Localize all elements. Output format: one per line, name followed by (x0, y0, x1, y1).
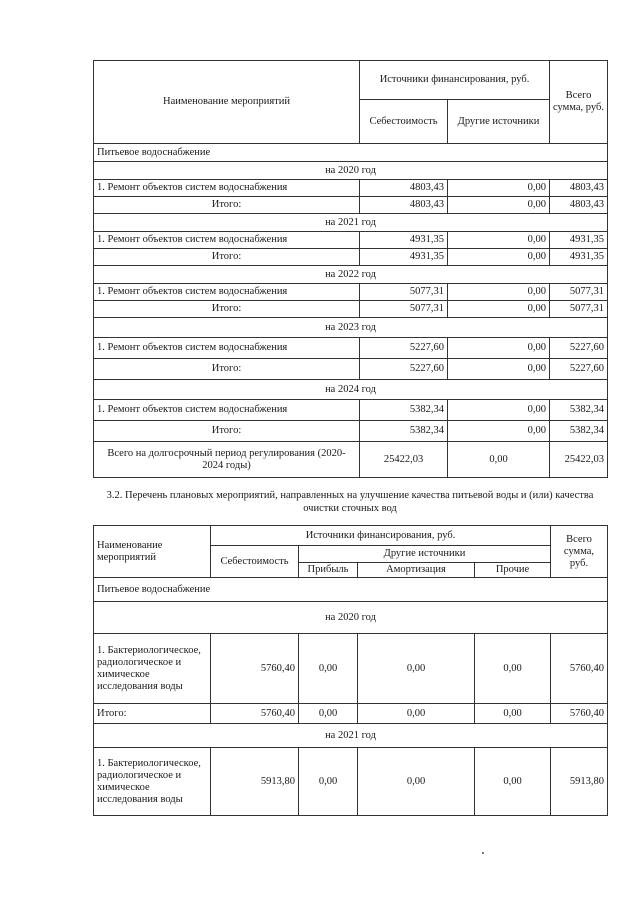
item-total: 5760,40 (551, 634, 608, 704)
grand-total-sum: 25422,03 (550, 442, 608, 478)
header-misc: Прочие (475, 563, 551, 578)
header-cost: Себестоимость (360, 100, 448, 144)
financing-table-water-quality (93, 525, 608, 816)
section-title: Питьевое водоснабжение (94, 144, 608, 162)
item-total: 5227,60 (550, 338, 608, 359)
subtotal-cost: 5760,40 (211, 704, 299, 724)
year-row-2021: на 2021 год (94, 724, 608, 748)
subtotal-other: 0,00 (448, 421, 550, 442)
subtotal-total: 5227,60 (550, 359, 608, 380)
subtotal-label: Итого: (94, 249, 360, 266)
section-caption: 3.2. Перечень плановых мероприятий, направленных на улучшение качества питьевой воды и (или) качества очистки сточных вод (106, 490, 594, 514)
item-profit: 0,00 (299, 634, 358, 704)
header-amortization: Амортизация (358, 563, 475, 578)
item-profit: 0,00 (299, 748, 358, 816)
item-name: 1. Ремонт объектов систем водоснабжения (94, 400, 360, 421)
header-name: Наименование мероприятий (94, 61, 360, 144)
subtotal-other: 0,00 (448, 359, 550, 380)
year-row-2020: на 2020 год (94, 602, 608, 634)
item-name: 1. Ремонт объектов систем водоснабжения (94, 180, 360, 197)
subtotal-cost: 5077,31 (360, 301, 448, 318)
item-other: 0,00 (448, 180, 550, 197)
subtotal-amortization: 0,00 (358, 704, 475, 724)
item-misc: 0,00 (475, 634, 551, 704)
subtotal-other: 0,00 (448, 249, 550, 266)
grand-total-cost: 25422,03 (360, 442, 448, 478)
item-name: 1. Бактериологическое, радиологическое и химическое исследования воды (94, 748, 211, 816)
scan-speck (482, 852, 484, 854)
subtotal-cost: 4803,43 (360, 197, 448, 214)
item-total: 5913,80 (551, 748, 608, 816)
subtotal-total: 4931,35 (550, 249, 608, 266)
item-cost: 5913,80 (211, 748, 299, 816)
header-other: Другие источники (448, 100, 550, 144)
subtotal-total: 5077,31 (550, 301, 608, 318)
item-name: 1. Бактериологическое, радиологическое и химическое исследования воды (94, 634, 211, 704)
year-row-2022: на 2022 год (94, 266, 608, 284)
item-cost: 5227,60 (360, 338, 448, 359)
subtotal-label: Итого: (94, 197, 360, 214)
subtotal-cost: 4931,35 (360, 249, 448, 266)
subtotal-cost: 5382,34 (360, 421, 448, 442)
item-other: 0,00 (448, 232, 550, 249)
item-misc: 0,00 (475, 748, 551, 816)
header-cost: Себестоимость (211, 546, 299, 578)
subtotal-cost: 5227,60 (360, 359, 448, 380)
header-other: Другие источники (299, 546, 551, 563)
grand-total-label: Всего на долгосрочный период регулирования (2020-2024 годы) (94, 442, 360, 478)
subtotal-label: Итого: (94, 301, 360, 318)
item-amortization: 0,00 (358, 748, 475, 816)
item-cost: 5760,40 (211, 634, 299, 704)
item-name: 1. Ремонт объектов систем водоснабжения (94, 232, 360, 249)
year-row-2020: на 2020 год (94, 162, 608, 180)
header-total: Всего сумма, руб. (550, 61, 608, 144)
year-row-2024: на 2024 год (94, 380, 608, 400)
subtotal-total: 5382,34 (550, 421, 608, 442)
subtotal-profit: 0,00 (299, 704, 358, 724)
subtotal-misc: 0,00 (475, 704, 551, 724)
item-total: 4931,35 (550, 232, 608, 249)
item-name: 1. Ремонт объектов систем водоснабжения (94, 284, 360, 301)
header-name: Наименование мероприятий (94, 526, 211, 578)
item-total: 4803,43 (550, 180, 608, 197)
item-other: 0,00 (448, 338, 550, 359)
item-cost: 5077,31 (360, 284, 448, 301)
subtotal-total: 4803,43 (550, 197, 608, 214)
grand-total-other: 0,00 (448, 442, 550, 478)
item-other: 0,00 (448, 400, 550, 421)
subtotal-label: Итого: (94, 359, 360, 380)
subtotal-label: Итого: (94, 421, 360, 442)
item-amortization: 0,00 (358, 634, 475, 704)
subtotal-total: 5760,40 (551, 704, 608, 724)
item-cost: 4803,43 (360, 180, 448, 197)
header-sources: Источники финансирования, руб. (360, 61, 550, 100)
subtotal-label: Итого: (94, 704, 211, 724)
header-total: Всего сумма, руб. (551, 526, 608, 578)
year-row-2021: на 2021 год (94, 214, 608, 232)
item-total: 5382,34 (550, 400, 608, 421)
item-total: 5077,31 (550, 284, 608, 301)
item-cost: 5382,34 (360, 400, 448, 421)
section-title: Питьевое водоснабжение (94, 578, 608, 602)
subtotal-other: 0,00 (448, 197, 550, 214)
year-row-2023: на 2023 год (94, 318, 608, 338)
financing-table-water-supply (93, 60, 608, 478)
item-other: 0,00 (448, 284, 550, 301)
item-cost: 4931,35 (360, 232, 448, 249)
header-profit: Прибыль (299, 563, 358, 578)
header-sources: Источники финансирования, руб. (211, 526, 551, 546)
subtotal-other: 0,00 (448, 301, 550, 318)
item-name: 1. Ремонт объектов систем водоснабжения (94, 338, 360, 359)
